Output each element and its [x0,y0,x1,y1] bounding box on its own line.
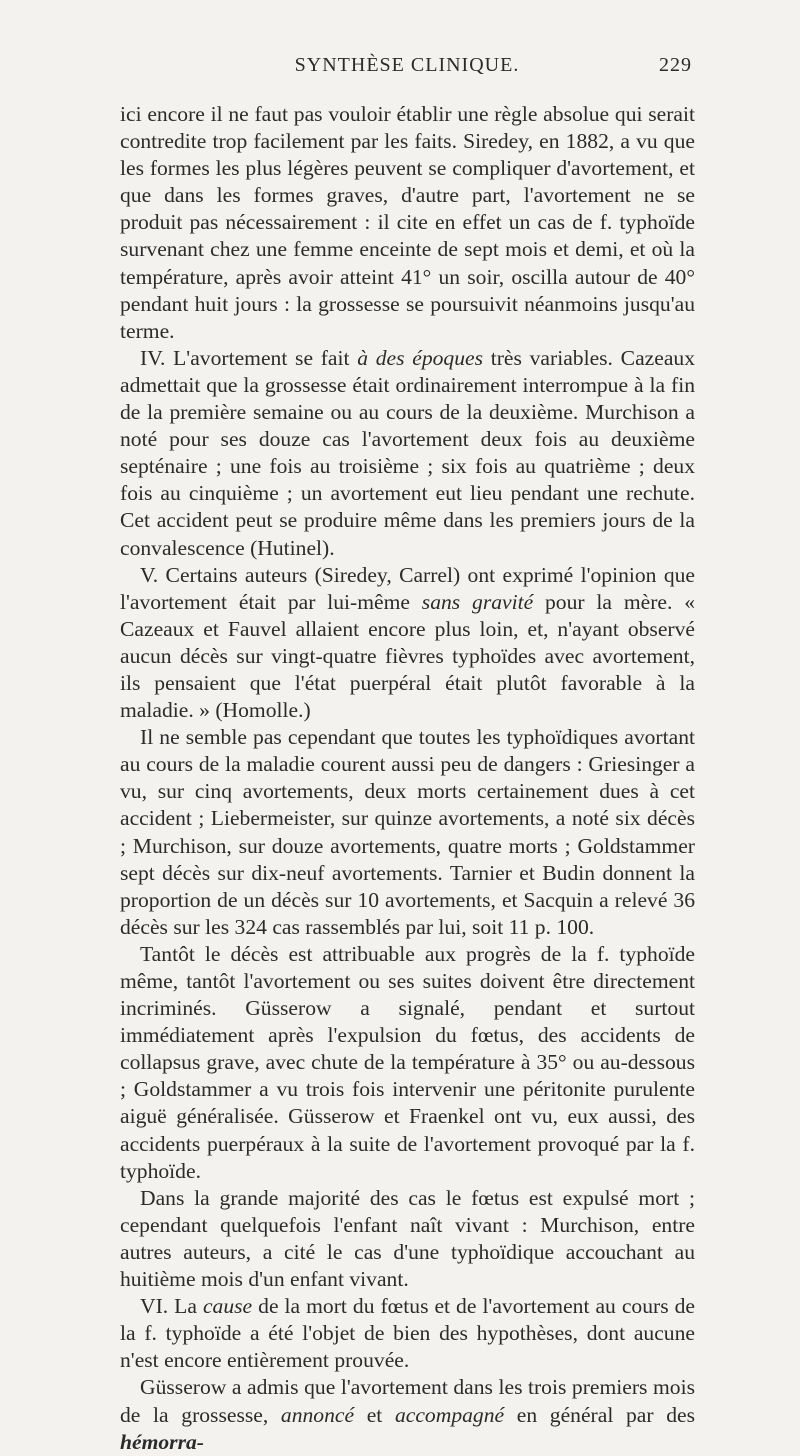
running-title: SYNTHÈSE CLINIQUE. [294,54,520,76]
text-run: IV. L'avortement se fait [140,345,358,370]
italic-phrase: accompagné [394,1402,505,1427]
text-run: Dans la grande majorité des cas le fœtus est expulsé mort ; cependant quelquefois l'enfant naît vivant : Murchison, entre autres auteurs, a cité le cas d'une typhoïdique accouchant au huitième mois d'un enfant vivant. [120,1185,695,1292]
text-run: Güsserow a admis que l'avortement dans les trois premiers mois de la grossesse, [120,1375,695,1427]
text-run: de la mort du fœtus et de l'avortement au cours de la f. typhoïde a été l'objet de bien des hypothèses, dont aucune n'est encore entièrement prouvée. [120,1294,695,1373]
text-run: ici encore il ne faut pas vouloir établir une règle absolue qui serait contredite trop facilement par les faits. Siredey, en 1882, a vu que les formes les plus légères peuvent se compliquer d'avortement, et que dans les formes graves, d'autre part, l'avortement ne se produit pas nécessairement : il cite en effet un cas de f. typhoïde survenant chez une femme enceinte de sept mois et demi, et où la température, après avoir atteint 41° un soir, oscilla autour de 40° pendant huit jours : la grossesse se poursuivit néanmoins jusqu'au terme. [120,102,695,343]
text-run: Il ne semble pas cependant que toutes les typhoïdiques avortant au cours de la maladie courent aussi peu de dangers : Griesinger a vu, sur cinq avortements, deux morts certainement dues à cet accident ; Liebermeister, sur quinze avortements, a noté six décès ; Murchison, sur douze avortements, quatre morts ; Goldstammer sept décès sur dix-neuf avortements. Tarnier et Budin donnent la proportion de un décès sur 10 avortements, et Sacquin a relevé 36 décès sur les 324 cas rassemblés par lui, soit 11 p. 100. [120,725,695,939]
text-run: pour la mère. « Cazeaux et Fauvel allaient encore plus loin, et, n'ayant observé aucun décès sur vingt-quatre fièvres typhoïdes avec avortement, ils pensaient que l'état puerpéral était plutôt favorable à la maladie. » (Homolle.) [120,589,695,723]
paragraph [120,562,695,725]
paragraph [120,724,695,941]
italic-phrase: cause [202,1294,253,1319]
page-number: 229 [659,54,692,76]
italic-phrase: à des époques [357,345,484,370]
text-run: VI. La [140,1294,203,1319]
paragraph [120,1185,695,1293]
paragraph [120,941,695,1185]
text-run: V. Certains auteurs (Siredey, Carrel) ont exprimé l'opinion que l'avortement était par lui-même [120,562,695,614]
emphasized-phrase: hémorra- [120,1429,204,1454]
body-text [120,101,695,1456]
running-head [122,54,692,84]
italic-phrase: annoncé [280,1402,355,1427]
text-run: Tantôt le décès est attribuable aux progrès de la f. typhoïde même, tantôt l'avortement ou ses suites doivent être directement incriminés. Güsserow a signalé, pendant et surtout immédiatement après l'expulsion du fœtus, des accidents de collapsus grave, avec chute de la température à 35° ou au-dessous ; Goldstammer a vu trois fois intervenir une péritonite purulente aiguë généralisée. Güsserow et Fraenkel ont vu, eux aussi, des accidents puerpéraux à la suite de l'avortement provoqué par la f. typhoïde. [120,941,695,1183]
paragraph [120,1293,695,1374]
paragraph [120,345,695,562]
paragraph [120,101,695,345]
italic-phrase: sans gravité [421,589,534,614]
text-run: très variables. Cazeaux admettait que la grossesse était ordinairement interrompue à la fin de la première semaine ou au cours de la deuxième. Murchison a noté pour ses douze cas l'avortement deux fois au deuxième septénaire ; une fois au troisième ; six fois au quatrième ; deux fois au cinquième ; un avortement eut lieu pendant une rechute. Cet accident peut se produire même dans les premiers jours de la convalescence (Hutinel). [120,345,696,560]
text-run: et [354,1402,395,1427]
text-run: en général par des [504,1402,695,1427]
paragraph [120,1374,695,1455]
